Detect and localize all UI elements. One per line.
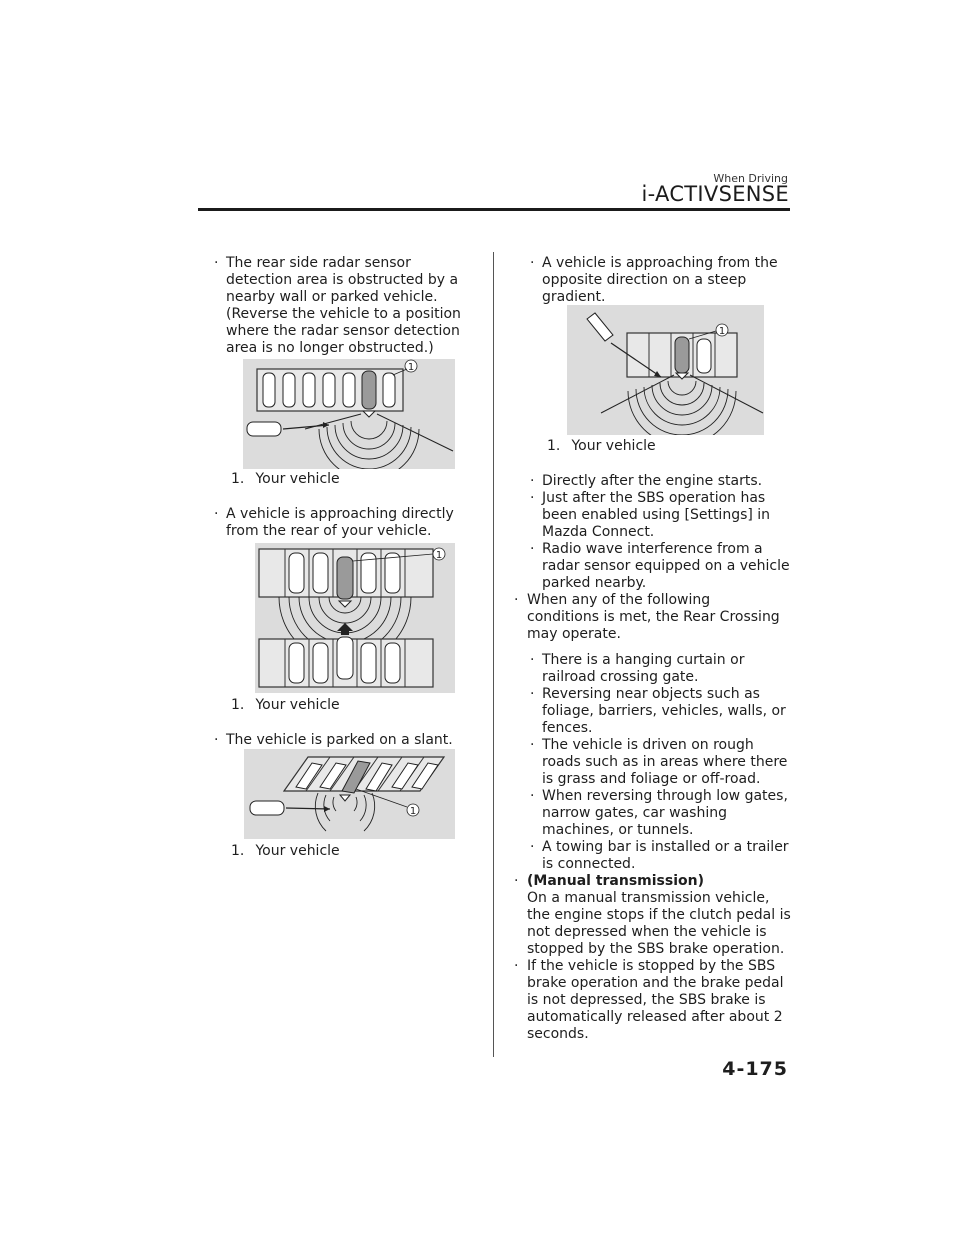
bullet: · (530, 255, 535, 271)
bullet: · (514, 873, 519, 889)
page-title: i-ACTIVSENSE (641, 182, 789, 206)
text-line: roads such as in areas where there (542, 754, 788, 770)
text-line: not depressed when the vehicle is (527, 924, 767, 940)
text-line: automatically released after about 2 (527, 1009, 783, 1025)
bullet: · (530, 686, 535, 702)
text-line: A vehicle is approaching from the (542, 255, 778, 271)
text-line: is not depressed, the SBS brake is (527, 992, 766, 1008)
text-line-bold: (Manual transmission) (527, 873, 705, 889)
callout-number: 1 (409, 806, 417, 817)
text-line: seconds. (527, 1026, 589, 1042)
text-line: (Reverse the vehicle to a position (226, 306, 461, 322)
text-line: parked nearby. (542, 575, 647, 591)
header-rule (198, 208, 790, 211)
text-line: where the radar sensor detection (226, 323, 460, 339)
text-line: On a manual transmission vehicle, (527, 890, 770, 906)
text-line: Directly after the engine starts. (542, 473, 763, 489)
caption-text: Your vehicle (255, 697, 340, 713)
text-line: fences. (542, 720, 593, 736)
bullet: · (214, 506, 219, 522)
text-line: When any of the following (527, 592, 711, 608)
diagram-parking-rows (255, 543, 455, 693)
text-line: may operate. (527, 626, 621, 642)
section-label: When Driving (713, 172, 788, 185)
bullet: · (530, 652, 535, 668)
figure-approaching-rear (255, 543, 455, 693)
figure-caption (231, 471, 340, 488)
bullet: · (530, 490, 535, 506)
text-line: narrow gates, car washing (542, 805, 727, 821)
callout-number: 1 (718, 326, 726, 337)
text-line: The rear side radar sensor (226, 255, 411, 271)
bullet: · (530, 839, 535, 855)
callout-number: 1 (407, 362, 415, 373)
diagram-slant-parking (244, 749, 455, 839)
text-line: stopped by the SBS brake operation. (527, 941, 785, 957)
text-line: radar sensor equipped on a vehicle (542, 558, 790, 574)
bullet: · (514, 958, 519, 974)
text-line: Radio wave interference from a (542, 541, 763, 557)
figure-caption (547, 438, 656, 455)
text-line: nearby wall or parked vehicle. (226, 289, 438, 305)
text-line: Mazda Connect. (542, 524, 655, 540)
caption-text: Your vehicle (571, 438, 656, 454)
text-line: opposite direction on a steep (542, 272, 747, 288)
text-line: area is no longer obstructed.) (226, 340, 434, 356)
figure-caption (231, 697, 340, 714)
bullet: · (214, 732, 219, 748)
caption-number: 1. (231, 471, 245, 487)
text-line: gradient. (542, 289, 606, 305)
diagram-parking-wall (243, 359, 455, 469)
caption-text: Your vehicle (255, 471, 340, 487)
page-number: 4-175 (722, 1058, 788, 1080)
text-line: detection area is obstructed by a (226, 272, 459, 288)
text-line: The vehicle is driven on rough (542, 737, 754, 753)
text-line: A vehicle is approaching directly (226, 506, 454, 522)
column-divider (493, 252, 494, 1057)
caption-number: 1. (547, 438, 561, 454)
text-line: the engine stops if the clutch pedal is (527, 907, 791, 923)
text-line: foliage, barriers, vehicles, walls, or (542, 703, 786, 719)
text-line: If the vehicle is stopped by the SBS (527, 958, 776, 974)
bullet: · (530, 541, 535, 557)
text-line: The vehicle is parked on a slant. (226, 732, 453, 748)
text-line: railroad crossing gate. (542, 669, 699, 685)
bullet: · (530, 737, 535, 753)
bullet: · (530, 473, 535, 489)
bullet: · (530, 788, 535, 804)
bullet: · (514, 592, 519, 608)
text-line: When reversing through low gates, (542, 788, 788, 804)
diagram-steep-gradient (567, 305, 764, 435)
text-line: There is a hanging curtain or (542, 652, 745, 668)
text-line: from the rear of your vehicle. (226, 523, 432, 539)
figure-caption (231, 843, 340, 860)
text-line: Just after the SBS operation has (542, 490, 766, 506)
text-line: machines, or tunnels. (542, 822, 694, 838)
text-line: is connected. (542, 856, 636, 872)
callout-number: 1 (435, 550, 443, 561)
text-line: been enabled using [Settings] in (542, 507, 771, 523)
caption-number: 1. (231, 697, 245, 713)
text-line: Reversing near objects such as (542, 686, 760, 702)
text-line: brake operation and the brake pedal (527, 975, 784, 991)
figure-steep-gradient (567, 305, 764, 435)
figure-wall-obstruction (243, 359, 455, 469)
figure-slant-parking (244, 749, 455, 839)
caption-text: Your vehicle (255, 843, 340, 859)
bullet: · (214, 255, 219, 271)
caption-number: 1. (231, 843, 245, 859)
text-line: conditions is met, the Rear Crossing (527, 609, 780, 625)
text-line: is grass and foliage or off-road. (542, 771, 761, 787)
text-line: A towing bar is installed or a trailer (542, 839, 789, 855)
